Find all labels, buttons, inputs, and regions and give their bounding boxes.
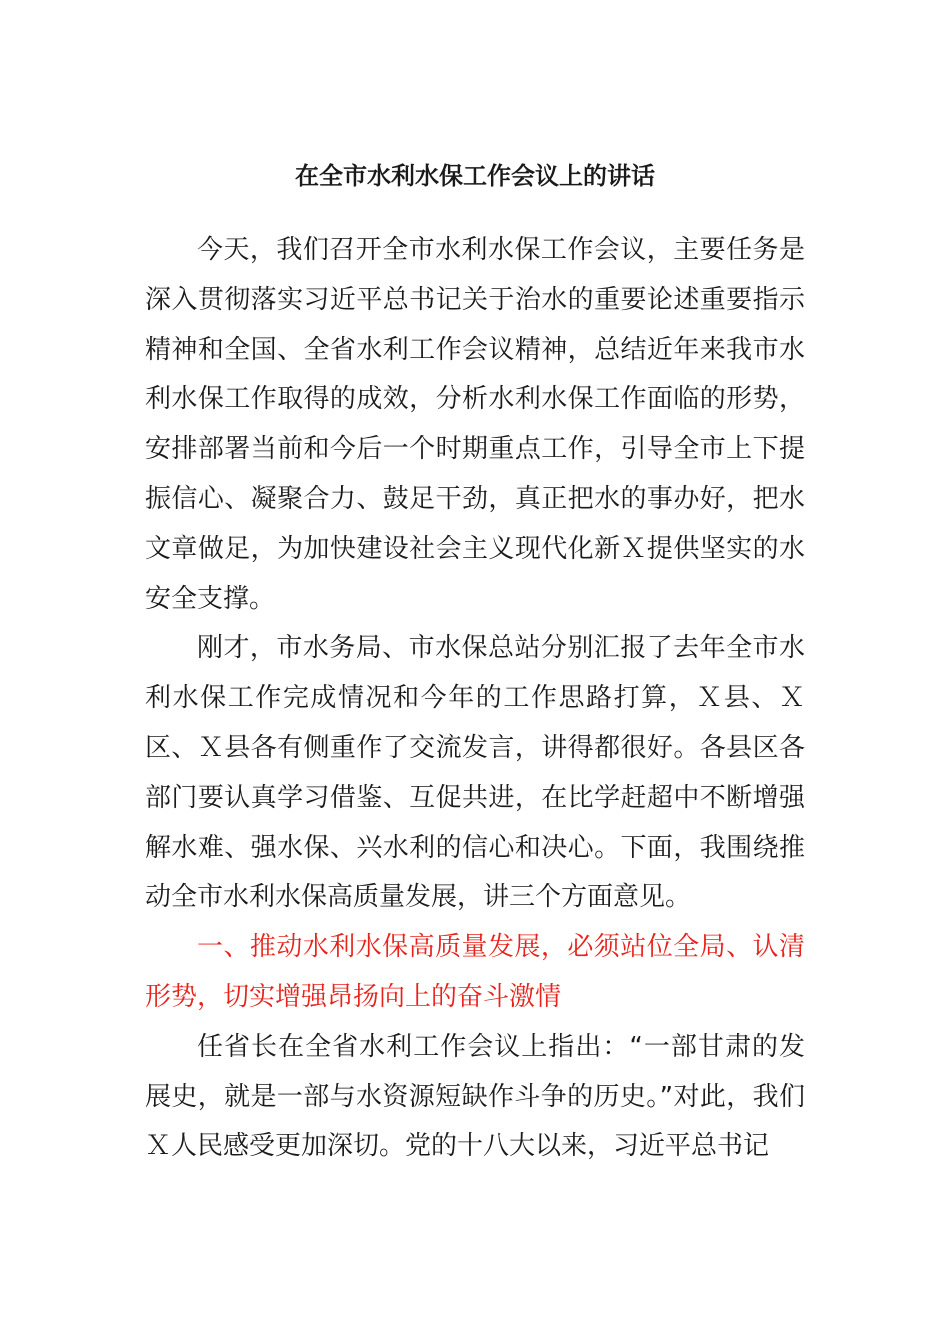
section-heading-1: 一、推动水利水保高质量发展，必须站位全局、认清形势，切实增强昂扬向上的奋斗激情	[145, 932, 805, 1012]
paragraph-intro: 今天，我们召开全市水利水保工作会议，主要任务是深入贯彻落实习近平总书记关于治水的重要论述重要指示精神和全国、全省水利工作会议精神，总结近年来我市水利水保工作取得的成效，分析水利水保工作面临的形势，安排部署当前和今后一个时期重点工作，引导全市上下提振信心、凝聚合力、鼓足干劲，真正把水的事办好，把水文章做足，为加快建设社会主义现代化新Ｘ提供坚实的水安全支撑。	[145, 235, 805, 614]
paragraph-reports: 刚才，市水务局、市水保总站分别汇报了去年全市水利水保工作完成情况和今年的工作思路打算，Ｘ县、Ｘ区、Ｘ县各有侧重作了交流发言，讲得都很好。各县区各部门要认真学习借鉴、互促共进，在比学赶超中不断增强解水难、强水保、兴水利的信心和决心。下面，我围绕推动全市水利水保高质量发展，讲三个方面意见。	[145, 633, 805, 913]
paragraph-section-1: 任省长在全省水利工作会议上指出：“一部甘肃的发展史，就是一部与水资源短缺作斗争的历史。”对此，我们Ｘ人民感受更加深切。党的十八大以来，习近平总书记	[145, 1031, 805, 1162]
document-body	[145, 226, 805, 1172]
document-title: 在全市水利水保工作会议上的讲话	[295, 162, 655, 190]
